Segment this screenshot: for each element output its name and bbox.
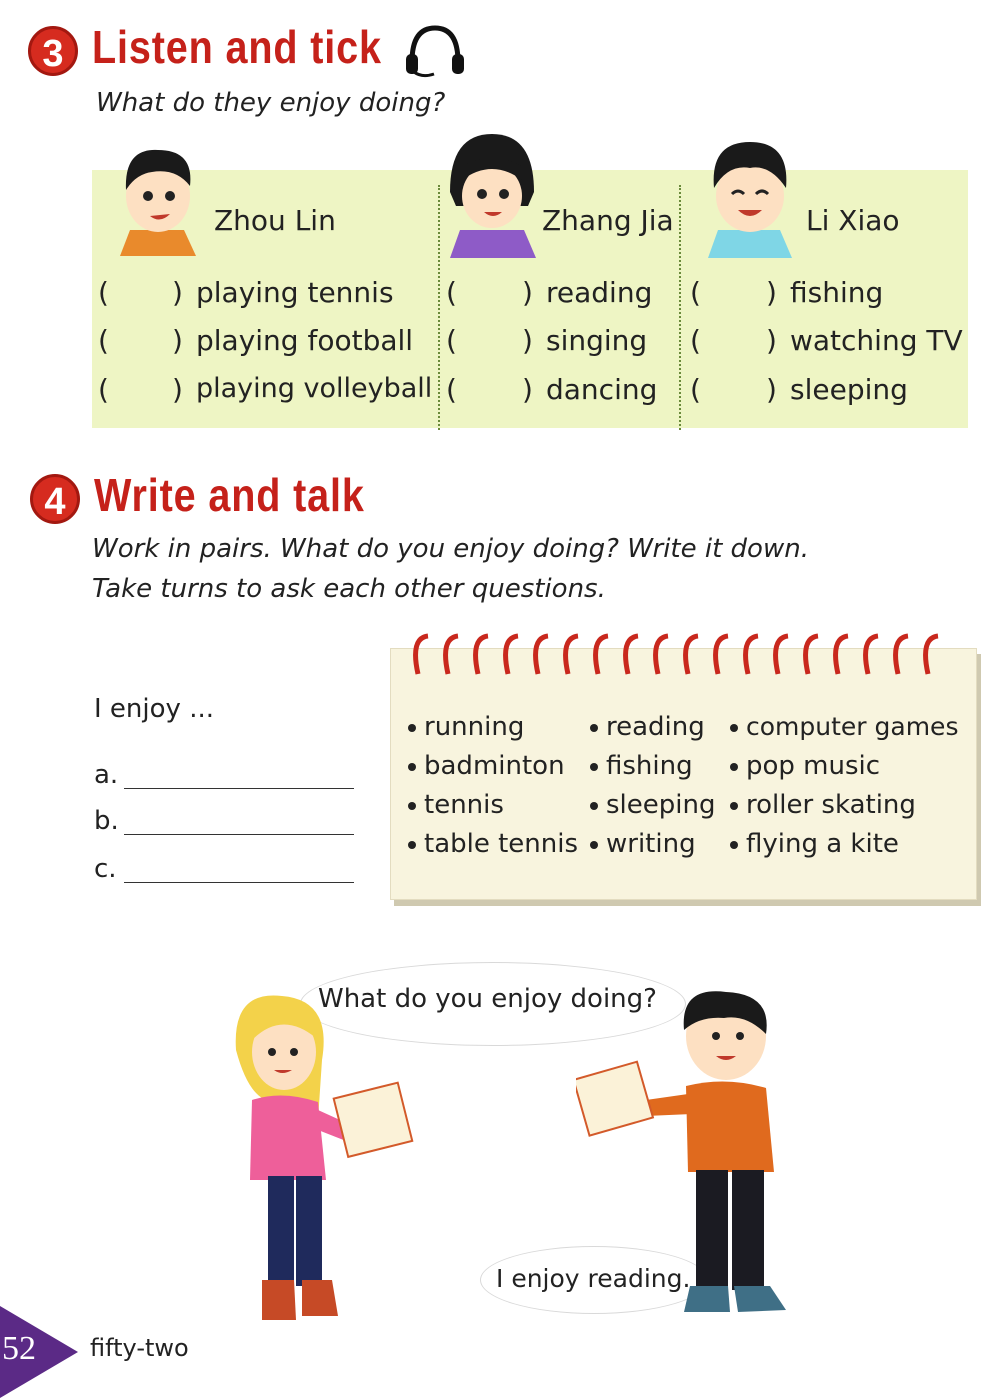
tick-box-close[interactable]: ) bbox=[172, 324, 183, 357]
word-bank-item: table tennis bbox=[408, 829, 578, 859]
tick-box-close[interactable]: ) bbox=[522, 324, 533, 357]
speech-answer: I enjoy reading. bbox=[496, 1264, 691, 1293]
section-4-badge: 4 bbox=[30, 474, 80, 524]
activity-label: reading bbox=[546, 276, 653, 309]
tick-box-close[interactable]: ) bbox=[522, 373, 533, 406]
enjoy-prompt: I enjoy ... bbox=[94, 694, 214, 724]
word-bank-item: writing bbox=[590, 829, 696, 859]
tick-box-open: ( bbox=[690, 276, 701, 309]
tick-box-open: ( bbox=[446, 324, 457, 357]
column-name-zhou-lin: Zhou Lin bbox=[214, 204, 336, 237]
word-bank-item: pop music bbox=[730, 751, 880, 781]
tick-box-open: ( bbox=[98, 276, 109, 309]
tick-box-open: ( bbox=[98, 373, 109, 406]
tick-box-close[interactable]: ) bbox=[766, 276, 777, 309]
blank-label-b: b. bbox=[94, 806, 119, 836]
instruction-line-1: Work in pairs. What do you enjoy doing? Write it down. bbox=[92, 534, 809, 564]
column-name-li-xiao: Li Xiao bbox=[806, 204, 900, 237]
answer-line-c[interactable] bbox=[124, 882, 354, 883]
tick-box-open: ( bbox=[446, 373, 457, 406]
activity-label: fishing bbox=[790, 276, 884, 309]
tick-box-close[interactable]: ) bbox=[766, 324, 777, 357]
word-bank-item: reading bbox=[590, 712, 705, 742]
answer-line-a[interactable] bbox=[124, 788, 354, 789]
section-3-badge: 3 bbox=[28, 26, 78, 76]
section-3-title: Listen and tick bbox=[92, 21, 382, 73]
tick-box-close[interactable]: ) bbox=[522, 276, 533, 309]
page-word: fifty-two bbox=[90, 1334, 189, 1362]
column-divider bbox=[438, 185, 440, 430]
zhou-lin-avatar bbox=[112, 138, 202, 256]
column-divider bbox=[679, 185, 681, 430]
tick-box-open: ( bbox=[690, 324, 701, 357]
section-4-title: Write and talk bbox=[94, 469, 365, 521]
word-bank-item: flying a kite bbox=[730, 829, 899, 859]
instruction-line-2: Take turns to ask each other questions. bbox=[92, 574, 606, 604]
activity-label: sleeping bbox=[790, 373, 908, 406]
blank-label-a: a. bbox=[94, 760, 119, 790]
page-number: 52 bbox=[2, 1330, 36, 1367]
word-bank-item: fishing bbox=[590, 751, 693, 781]
word-bank-item: roller skating bbox=[730, 790, 916, 820]
tick-box-open: ( bbox=[446, 276, 457, 309]
zhang-jia-avatar bbox=[444, 130, 540, 258]
activity-label: playing tennis bbox=[196, 276, 394, 309]
word-bank-item: badminton bbox=[408, 751, 565, 781]
word-bank-item: tennis bbox=[408, 790, 504, 820]
activity-label: watching TV bbox=[790, 324, 963, 357]
headphones-icon bbox=[402, 22, 468, 80]
tick-box-open: ( bbox=[98, 324, 109, 357]
activity-label: singing bbox=[546, 324, 648, 357]
girl-illustration bbox=[222, 990, 422, 1326]
tick-box-close[interactable]: ) bbox=[172, 276, 183, 309]
word-bank-item: sleeping bbox=[590, 790, 715, 820]
activity-label: playing volleyball bbox=[196, 373, 433, 404]
boy-illustration bbox=[576, 990, 802, 1320]
tick-box-close[interactable]: ) bbox=[172, 373, 183, 406]
word-bank-item: running bbox=[408, 712, 524, 742]
activity-label: dancing bbox=[546, 373, 658, 406]
blank-label-c: c. bbox=[94, 854, 117, 884]
section-3-subtitle: What do they enjoy doing? bbox=[96, 88, 446, 118]
tick-box-close[interactable]: ) bbox=[766, 373, 777, 406]
tick-box-open: ( bbox=[690, 373, 701, 406]
notebook-spiral-icon bbox=[404, 626, 964, 682]
activity-label: playing football bbox=[196, 324, 414, 357]
word-bank-item: computer games bbox=[730, 712, 958, 741]
column-name-zhang-jia: Zhang Jia bbox=[542, 204, 674, 237]
li-xiao-avatar bbox=[700, 134, 798, 258]
answer-line-b[interactable] bbox=[124, 834, 354, 835]
speech-question: What do you enjoy doing? bbox=[318, 984, 657, 1014]
